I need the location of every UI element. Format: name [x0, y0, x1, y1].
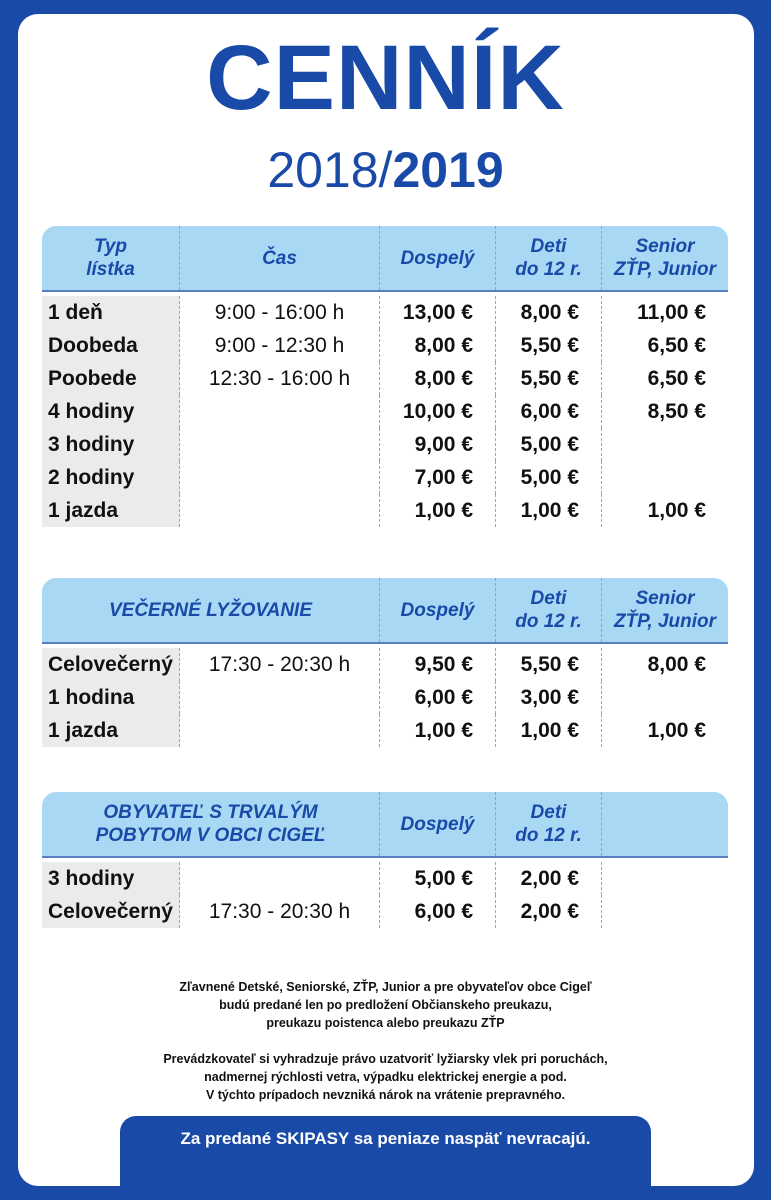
- notes: [0, 978, 771, 1122]
- row-name: 1 jazda: [42, 714, 180, 747]
- table-row: [42, 461, 728, 494]
- row-time: 9:00 - 16:00 h: [180, 296, 380, 329]
- row-child-price: 5,50 €: [496, 362, 602, 395]
- day-pass-header: [42, 226, 728, 292]
- row-senior-price: 1,00 €: [647, 499, 706, 522]
- row-adult-price: 9,00 €: [380, 428, 496, 461]
- row-senior-price: [602, 681, 728, 714]
- row-senior-price: 8,50 €: [647, 400, 706, 423]
- table-row: [42, 296, 728, 329]
- evening-rows: [42, 644, 728, 747]
- evening-table: [42, 578, 728, 747]
- resident-rows: [42, 858, 728, 928]
- row-time: [180, 714, 380, 747]
- header-child: Deti do 12 r.: [496, 226, 602, 290]
- table-row: [42, 648, 728, 681]
- row-child-price: 5,50 €: [496, 648, 602, 681]
- day-pass-rows: [42, 292, 728, 527]
- row-time: [180, 494, 380, 527]
- row-name: Poobede: [42, 362, 180, 395]
- row-name: 3 hodiny: [42, 428, 180, 461]
- resident-header: [42, 792, 728, 858]
- row-child-price: 6,00 €: [496, 395, 602, 428]
- header-evening-skiing: VEČERNÉ LYŽOVANIE: [42, 578, 380, 642]
- row-time: [180, 862, 380, 895]
- season-label: [0, 140, 771, 200]
- row-senior-price: [602, 428, 728, 461]
- table-row: [42, 329, 728, 362]
- header-residents: OBYVATEĽ S TRVALÝM POBYTOM V OBCI CIGEĽ: [42, 792, 380, 856]
- row-time: [180, 461, 380, 494]
- row-adult-price: 6,00 €: [380, 681, 496, 714]
- row-name: Doobeda: [42, 329, 180, 362]
- header-adult: Dospelý: [380, 792, 496, 856]
- header-child: Deti do 12 r.: [496, 792, 602, 856]
- table-row: [42, 714, 728, 747]
- row-senior-price: 11,00 €: [637, 301, 706, 324]
- row-name: 1 hodina: [42, 681, 180, 714]
- footer-notice: Za predané SKIPASY sa peniaze naspäť nevracajú.: [120, 1116, 651, 1200]
- header-child: Deti do 12 r.: [496, 578, 602, 642]
- row-time: 12:30 - 16:00 h: [180, 362, 380, 395]
- table-row: [42, 494, 728, 527]
- header-senior: Senior ZŤP, Junior: [613, 236, 717, 280]
- row-time: 17:30 - 20:30 h: [180, 895, 380, 928]
- row-name: 1 deň: [42, 296, 180, 329]
- row-adult-price: 1,00 €: [380, 494, 496, 527]
- row-time: [180, 428, 380, 461]
- table-row: [42, 895, 728, 928]
- row-senior-price: [602, 895, 728, 928]
- row-senior-price: 8,00 €: [647, 653, 706, 676]
- row-name: Celovečerný: [42, 648, 180, 681]
- row-senior-price: [602, 862, 728, 895]
- header-adult: Dospelý: [380, 578, 496, 642]
- row-child-price: 3,00 €: [496, 681, 602, 714]
- header-time: Čas: [180, 226, 380, 290]
- row-child-price: 5,00 €: [496, 461, 602, 494]
- row-adult-price: 1,00 €: [380, 714, 496, 747]
- row-child-price: 2,00 €: [496, 895, 602, 928]
- season-start: 2018/: [267, 142, 393, 198]
- row-senior-price: 1,00 €: [647, 719, 706, 742]
- row-adult-price: 13,00 €: [380, 296, 496, 329]
- resident-table: [42, 792, 728, 928]
- row-adult-price: 6,00 €: [380, 895, 496, 928]
- row-senior-price: [602, 461, 728, 494]
- row-child-price: 1,00 €: [496, 494, 602, 527]
- page-title: CENNÍK: [206, 27, 565, 129]
- row-time: 17:30 - 20:30 h: [180, 648, 380, 681]
- row-adult-price: 8,00 €: [380, 362, 496, 395]
- row-name: Celovečerný: [42, 895, 180, 928]
- table-row: [42, 681, 728, 714]
- row-time: 9:00 - 12:30 h: [180, 329, 380, 362]
- row-time: [180, 395, 380, 428]
- row-name: 4 hodiny: [42, 395, 180, 428]
- discount-note: Zľavnené Detské, Seniorské, ZŤP, Junior a pre obyvateľov obce Cigeľ budú predané len po predložení Občianskeho preukazu, preukazu poistenca alebo preukazu ZŤP: [179, 980, 592, 1030]
- evening-header: [42, 578, 728, 644]
- header-senior: Senior ZŤP, Junior: [613, 588, 717, 632]
- row-child-price: 5,00 €: [496, 428, 602, 461]
- row-senior-price: 6,50 €: [647, 367, 706, 390]
- row-child-price: 2,00 €: [496, 862, 602, 895]
- table-row: [42, 395, 728, 428]
- table-row: [42, 862, 728, 895]
- season-end: 2019: [392, 142, 504, 198]
- operator-note: Prevádzkovateľ si vyhradzuje právo uzatvoriť lyžiarsky vlek pri poruchách, nadmernej rýchlosti vetra, výpadku elektrickej energie a pod. V týchto prípadoch nevzniká nárok na vrátenie prepravného.: [163, 1052, 608, 1102]
- row-adult-price: 9,50 €: [380, 648, 496, 681]
- row-name: 1 jazda: [42, 494, 180, 527]
- row-adult-price: 10,00 €: [380, 395, 496, 428]
- row-name: 3 hodiny: [42, 862, 180, 895]
- row-child-price: 1,00 €: [496, 714, 602, 747]
- row-child-price: 5,50 €: [496, 329, 602, 362]
- table-row: [42, 428, 728, 461]
- table-row: [42, 362, 728, 395]
- row-adult-price: 8,00 €: [380, 329, 496, 362]
- row-adult-price: 5,00 €: [380, 862, 496, 895]
- row-child-price: 8,00 €: [496, 296, 602, 329]
- row-senior-price: 6,50 €: [647, 334, 706, 357]
- day-pass-table: [42, 226, 728, 527]
- header-adult: Dospelý: [380, 226, 496, 290]
- header-empty: [602, 792, 728, 856]
- row-time: [180, 681, 380, 714]
- header-ticket-type: Typ lístka: [42, 226, 180, 290]
- row-name: 2 hodiny: [42, 461, 180, 494]
- row-adult-price: 7,00 €: [380, 461, 496, 494]
